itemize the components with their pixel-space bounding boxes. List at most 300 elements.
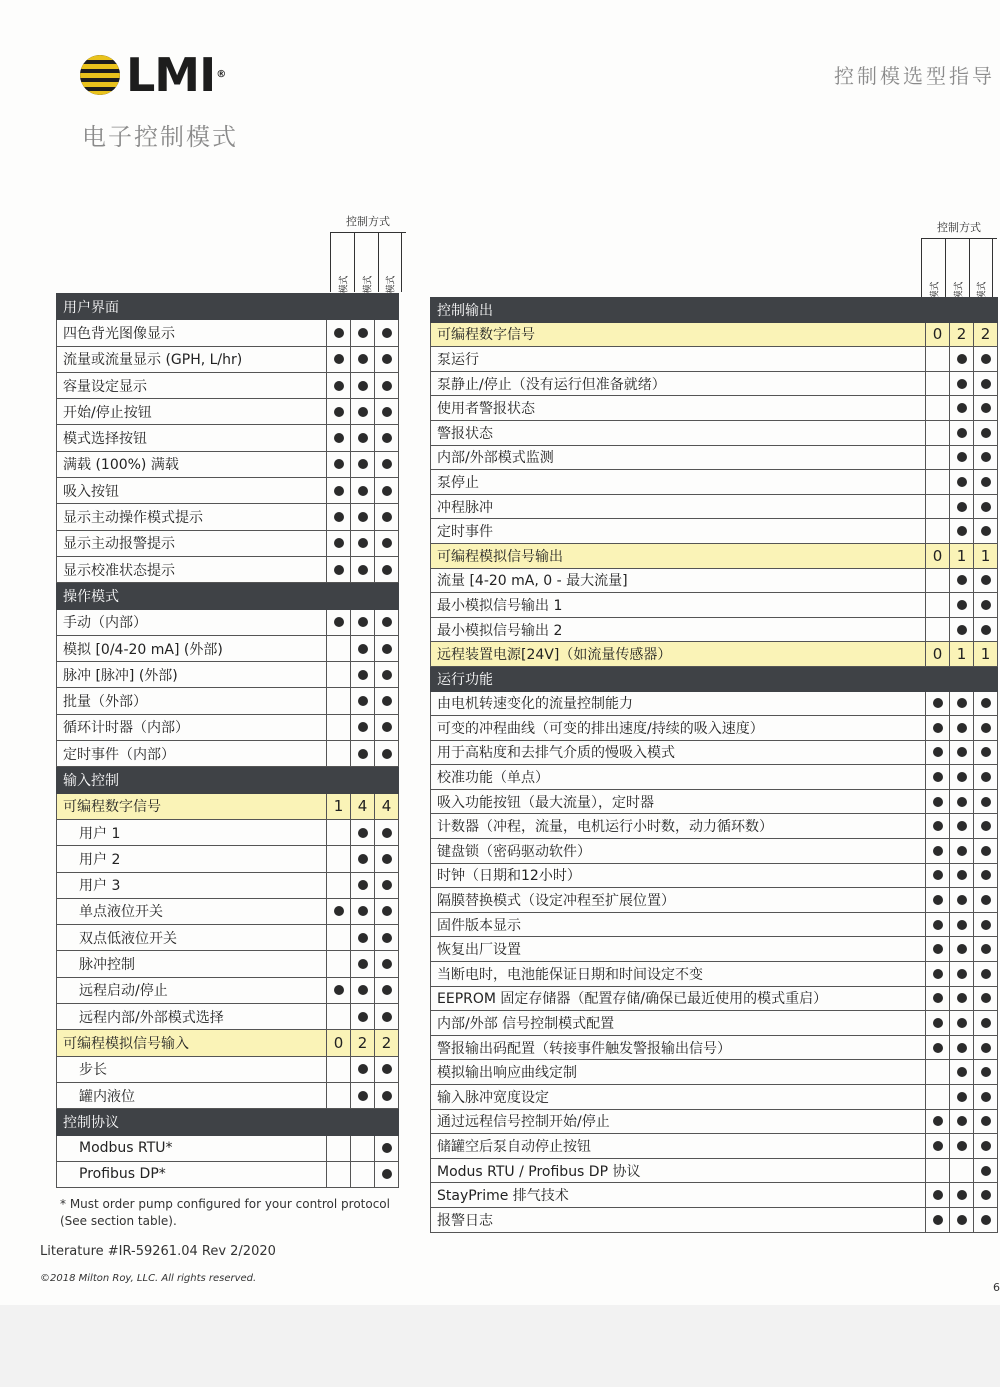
bullet-dot-icon [382, 328, 392, 338]
mode-cell [950, 888, 974, 913]
bullet-dot-icon [957, 625, 967, 635]
mode-cell [926, 347, 950, 372]
bullet-dot-icon [933, 1215, 943, 1225]
table-row [57, 977, 399, 1003]
bullet-dot-icon [382, 933, 392, 943]
feature-label: 固件版本显示 [431, 912, 926, 937]
bullet-dot-icon [957, 452, 967, 462]
mode-cell [950, 962, 974, 987]
mode-cell [327, 1082, 351, 1108]
table-row [431, 1207, 998, 1232]
mode-cell [375, 609, 399, 635]
bullet-dot-icon [981, 403, 991, 413]
bullet-dot-icon [957, 698, 967, 708]
mode-cell [926, 986, 950, 1011]
highlight-row [431, 642, 998, 667]
mode-cell [375, 1161, 399, 1187]
bullet-dot-icon [957, 846, 967, 856]
bullet-dot-icon [957, 575, 967, 585]
mode-cell [351, 609, 375, 635]
mode-cell [926, 568, 950, 593]
section-cell [375, 583, 399, 609]
table-row [57, 951, 399, 977]
bullet-dot-icon [334, 906, 344, 916]
left-mode-columns [330, 232, 402, 292]
feature-label: 定时事件 [431, 519, 926, 544]
mode-cell [926, 1109, 950, 1134]
table-row [57, 1135, 399, 1161]
bullet-dot-icon [382, 1012, 392, 1022]
highlight-row [431, 543, 998, 568]
mode-cell [327, 977, 351, 1003]
feature-label: 报警日志 [431, 1207, 926, 1232]
bullet-dot-icon [981, 600, 991, 610]
table-row [431, 519, 998, 544]
table-row [431, 740, 998, 765]
table-row [431, 863, 998, 888]
table-row [57, 898, 399, 924]
mode-cell [950, 1158, 974, 1183]
bullet-dot-icon [981, 723, 991, 733]
table-row [57, 451, 399, 477]
feature-group-label: 可编程模拟信号输入 [57, 1030, 327, 1056]
mode-cell [926, 1207, 950, 1232]
section-cell [974, 666, 998, 691]
bullet-dot-icon [933, 920, 943, 930]
bullet-dot-icon [382, 880, 392, 890]
table-row [57, 1082, 399, 1108]
section-title: 用户界面 [57, 294, 327, 320]
feature-label: Profibus DP* [57, 1161, 327, 1187]
feature-label: 时钟（日期和12小时） [431, 863, 926, 888]
bullet-dot-icon [981, 747, 991, 757]
bullet-dot-icon [334, 486, 344, 496]
mode-cell [327, 1161, 351, 1187]
mode-cell [375, 662, 399, 688]
bullet-dot-icon [933, 870, 943, 880]
section-title: 运行功能 [431, 666, 926, 691]
feature-label: 用户 1 [57, 819, 327, 845]
mode-cell [351, 1161, 375, 1187]
bullet-dot-icon [981, 477, 991, 487]
table-row [431, 1060, 998, 1085]
mode-cell [327, 846, 351, 872]
table-row [57, 478, 399, 504]
bullet-dot-icon [981, 452, 991, 462]
table-row [57, 425, 399, 451]
section-cell [351, 294, 375, 320]
mode-cell [375, 399, 399, 425]
mode-cell [950, 1035, 974, 1060]
bullet-dot-icon [382, 538, 392, 548]
mode-cell [327, 399, 351, 425]
bullet-dot-icon [382, 381, 392, 391]
mode-cell [351, 1056, 375, 1082]
bullet-dot-icon [358, 512, 368, 522]
bullet-dot-icon [382, 828, 392, 838]
bullet-dot-icon [957, 502, 967, 512]
mode-cell [950, 1134, 974, 1159]
mode-column-comm [969, 238, 993, 298]
bullet-dot-icon [957, 1190, 967, 1200]
mode-column-manual [921, 238, 945, 298]
feature-label: 四色背光图像显示 [57, 320, 327, 346]
table-row [431, 1109, 998, 1134]
feature-label: 用户 2 [57, 846, 327, 872]
mode-cell [926, 519, 950, 544]
feature-label: 输入脉冲宽度设定 [431, 1085, 926, 1110]
bullet-dot-icon [933, 944, 943, 954]
mode-cell [327, 609, 351, 635]
bullet-dot-icon [981, 969, 991, 979]
mode-cell [974, 519, 998, 544]
table-row [57, 1056, 399, 1082]
table-row [431, 396, 998, 421]
bullet-dot-icon [334, 512, 344, 522]
table-row [57, 846, 399, 872]
mode-cell [375, 977, 399, 1003]
bullet-dot-icon [358, 381, 368, 391]
mode-cell [950, 1060, 974, 1085]
mode-cell [926, 494, 950, 519]
table-row [57, 1004, 399, 1030]
bullet-dot-icon [382, 985, 392, 995]
feature-label: 循环计时器（内部） [57, 714, 327, 740]
feature-label: 开始/停止按钮 [57, 399, 327, 425]
feature-label: 流量 [4-20 mA, 0 - 最大流量] [431, 568, 926, 593]
bullet-dot-icon [358, 617, 368, 627]
table-row [57, 346, 399, 372]
section-header-row [57, 583, 399, 609]
mode-cell [926, 1183, 950, 1208]
mode-cell [974, 765, 998, 790]
bullet-dot-icon [358, 538, 368, 548]
bullet-dot-icon [957, 969, 967, 979]
bullet-dot-icon [382, 354, 392, 364]
count-cell: 4 [375, 793, 399, 819]
mode-cell [974, 740, 998, 765]
bullet-dot-icon [382, 407, 392, 417]
mode-cell [974, 347, 998, 372]
mode-cell [375, 1004, 399, 1030]
mode-column-enhanced [354, 232, 378, 292]
feature-label: 当断电时，电池能保证日期和时间设定不变 [431, 962, 926, 987]
bullet-dot-icon [358, 854, 368, 864]
bullet-dot-icon [981, 379, 991, 389]
mode-cell [351, 819, 375, 845]
bullet-dot-icon [981, 772, 991, 782]
table-row [57, 320, 399, 346]
bullet-dot-icon [981, 797, 991, 807]
mode-cell [926, 371, 950, 396]
mode-cell [974, 1085, 998, 1110]
feature-label: 内部/外部 信号控制模式配置 [431, 1011, 926, 1036]
feature-label: 脉冲控制 [57, 951, 327, 977]
mode-cell [974, 962, 998, 987]
table-row [431, 470, 998, 495]
mode-cell [351, 399, 375, 425]
bullet-dot-icon [933, 797, 943, 807]
mode-cell [926, 396, 950, 421]
bullet-dot-icon [382, 565, 392, 575]
mode-cell [974, 912, 998, 937]
mode-cell [950, 617, 974, 642]
mode-cell [327, 714, 351, 740]
mode-cell [926, 814, 950, 839]
bullet-dot-icon [382, 906, 392, 916]
bullet-dot-icon [957, 821, 967, 831]
bullet-dot-icon [358, 828, 368, 838]
mode-cell [950, 740, 974, 765]
bullet-dot-icon [981, 821, 991, 831]
table-row [431, 494, 998, 519]
table-row [57, 504, 399, 530]
mode-cell [351, 925, 375, 951]
feature-label: 双点低液位开关 [57, 925, 327, 951]
mode-cell [926, 740, 950, 765]
feature-label: 储罐空后泵自动停止按钮 [431, 1134, 926, 1159]
bullet-dot-icon [981, 502, 991, 512]
bullet-dot-icon [382, 512, 392, 522]
bullet-dot-icon [957, 723, 967, 733]
feature-label: 校准功能（单点） [431, 765, 926, 790]
brand-logo [80, 48, 226, 102]
mode-cell [926, 617, 950, 642]
feature-label: 泵停止 [431, 470, 926, 495]
feature-label: Modus RTU / Profibus DP 协议 [431, 1158, 926, 1183]
mode-cell [926, 888, 950, 913]
section-cell [327, 1109, 351, 1135]
feature-label: 键盘锁（密码驱动软件） [431, 839, 926, 864]
bullet-dot-icon [358, 670, 368, 680]
bullet-dot-icon [957, 428, 967, 438]
mode-cell [327, 451, 351, 477]
table-row [57, 741, 399, 767]
bullet-dot-icon [334, 459, 344, 469]
mode-cell [375, 846, 399, 872]
mode-cell [950, 470, 974, 495]
count-cell: 2 [375, 1030, 399, 1056]
bullet-dot-icon [981, 354, 991, 364]
right-control-header [921, 219, 997, 239]
bullet-dot-icon [382, 617, 392, 627]
mode-cell [351, 556, 375, 582]
mode-cell [974, 445, 998, 470]
bullet-dot-icon [933, 1141, 943, 1151]
table-row [57, 556, 399, 582]
bullet-dot-icon [957, 1067, 967, 1077]
bullet-dot-icon [933, 1116, 943, 1126]
brand-name: LMI [126, 48, 216, 102]
bullet-dot-icon [957, 1116, 967, 1126]
bullet-dot-icon [358, 644, 368, 654]
mode-cell [974, 568, 998, 593]
bullet-dot-icon [957, 1092, 967, 1102]
bullet-dot-icon [358, 1064, 368, 1074]
mode-cell [327, 346, 351, 372]
feature-group-label: 可编程模拟信号输出 [431, 543, 926, 568]
count-cell: 0 [926, 322, 950, 347]
mode-cell [926, 937, 950, 962]
feature-label: 脉冲 [脉冲] (外部) [57, 662, 327, 688]
bullet-dot-icon [981, 1043, 991, 1053]
bullet-dot-icon [933, 821, 943, 831]
section-cell [375, 767, 399, 793]
mode-cell [974, 789, 998, 814]
section-cell [926, 298, 950, 323]
bullet-dot-icon [358, 1091, 368, 1101]
table-row [57, 872, 399, 898]
bullet-dot-icon [957, 526, 967, 536]
mode-cell [926, 445, 950, 470]
feature-label: 最小模拟信号输出 1 [431, 593, 926, 618]
bullet-dot-icon [358, 749, 368, 759]
bullet-dot-icon [334, 433, 344, 443]
mode-cell [926, 420, 950, 445]
mode-cell [375, 504, 399, 530]
mode-cell [327, 504, 351, 530]
mode-cell [327, 478, 351, 504]
feature-label: 用户 3 [57, 872, 327, 898]
count-cell: 1 [974, 543, 998, 568]
mode-cell [375, 1135, 399, 1161]
count-cell: 2 [974, 322, 998, 347]
feature-label: 定时事件（内部） [57, 741, 327, 767]
feature-group-label: 可编程数字信号 [431, 322, 926, 347]
mode-cell [351, 741, 375, 767]
table-row [431, 347, 998, 372]
mode-cell [974, 863, 998, 888]
feature-label: 批量（外部） [57, 688, 327, 714]
mode-cell [950, 1011, 974, 1036]
bullet-dot-icon [957, 772, 967, 782]
bullet-dot-icon [981, 526, 991, 536]
mode-cell [375, 478, 399, 504]
mode-cell [950, 568, 974, 593]
section-cell [351, 1109, 375, 1135]
section-cell [950, 666, 974, 691]
mode-cell [926, 470, 950, 495]
feature-group-label: 可编程数字信号 [57, 793, 327, 819]
bullet-dot-icon [382, 459, 392, 469]
table-row [431, 716, 998, 741]
mode-cell [327, 320, 351, 346]
feature-label: EEPROM 固定存储器（配置存储/确保已最近使用的模式重启） [431, 986, 926, 1011]
feature-group-label: 远程装置电源[24V]（如流量传感器） [431, 642, 926, 667]
section-header-row [431, 298, 998, 323]
mode-cell [950, 986, 974, 1011]
mode-cell [327, 372, 351, 398]
bullet-dot-icon [933, 723, 943, 733]
bullet-dot-icon [957, 1018, 967, 1028]
mode-cell [926, 962, 950, 987]
mode-cell [375, 1082, 399, 1108]
table-row [57, 688, 399, 714]
mode-cell [351, 1082, 375, 1108]
mode-column-manual [330, 232, 354, 292]
bullet-dot-icon [358, 933, 368, 943]
right-feature-table [430, 297, 998, 1233]
bottom-band [0, 1305, 1000, 1387]
mode-cell [327, 898, 351, 924]
mode-cell [974, 1207, 998, 1232]
feature-label: 警报状态 [431, 420, 926, 445]
mode-cell [375, 320, 399, 346]
table-row [431, 839, 998, 864]
feature-label: 用于高粘度和去排气介质的慢吸入模式 [431, 740, 926, 765]
mode-cell [974, 839, 998, 864]
table-row [57, 925, 399, 951]
feature-label: 泵静止/停止（没有运行但准备就绪） [431, 371, 926, 396]
mode-cell [351, 872, 375, 898]
mode-cell [974, 470, 998, 495]
count-cell: 0 [327, 1030, 351, 1056]
section-header-row [431, 666, 998, 691]
mode-cell [926, 863, 950, 888]
mode-cell [974, 888, 998, 913]
bullet-dot-icon [382, 959, 392, 969]
bullet-dot-icon [334, 985, 344, 995]
bullet-dot-icon [957, 600, 967, 610]
mode-cell [926, 1060, 950, 1085]
bullet-dot-icon [933, 993, 943, 1003]
mode-cell [327, 819, 351, 845]
mode-cell [950, 912, 974, 937]
bullet-dot-icon [358, 1012, 368, 1022]
section-header-row [57, 767, 399, 793]
mode-cell [974, 1035, 998, 1060]
table-row [431, 888, 998, 913]
table-row [431, 568, 998, 593]
mode-cell [974, 1109, 998, 1134]
section-title: 控制输出 [431, 298, 926, 323]
section-header-row [57, 294, 399, 320]
mode-cell [950, 839, 974, 864]
mode-cell [375, 925, 399, 951]
bullet-dot-icon [957, 1215, 967, 1225]
mode-cell [974, 593, 998, 618]
section-header-row [57, 1109, 399, 1135]
mode-cell [926, 1158, 950, 1183]
bullet-dot-icon [334, 617, 344, 627]
feature-label: Modbus RTU* [57, 1135, 327, 1161]
bullet-dot-icon [981, 1190, 991, 1200]
mode-cell [351, 635, 375, 661]
table-row [431, 937, 998, 962]
mode-cell [351, 1135, 375, 1161]
feature-label: 吸入功能按钮（最大流量），定时器 [431, 789, 926, 814]
mode-cell [926, 1011, 950, 1036]
feature-label: 容量设定显示 [57, 372, 327, 398]
bullet-dot-icon [957, 993, 967, 1003]
bullet-dot-icon [957, 379, 967, 389]
mode-cell [351, 898, 375, 924]
mode-cell [926, 593, 950, 618]
mode-cell [351, 504, 375, 530]
mode-cell [974, 716, 998, 741]
feature-label: 远程启动/停止 [57, 977, 327, 1003]
count-cell: 4 [351, 793, 375, 819]
mode-cell [375, 372, 399, 398]
mode-cell [926, 912, 950, 937]
table-row [431, 814, 998, 839]
feature-label: 最小模拟信号输出 2 [431, 617, 926, 642]
count-cell: 1 [974, 642, 998, 667]
mode-cell [375, 635, 399, 661]
mode-cell [327, 925, 351, 951]
mode-cell [375, 872, 399, 898]
mode-cell [351, 478, 375, 504]
